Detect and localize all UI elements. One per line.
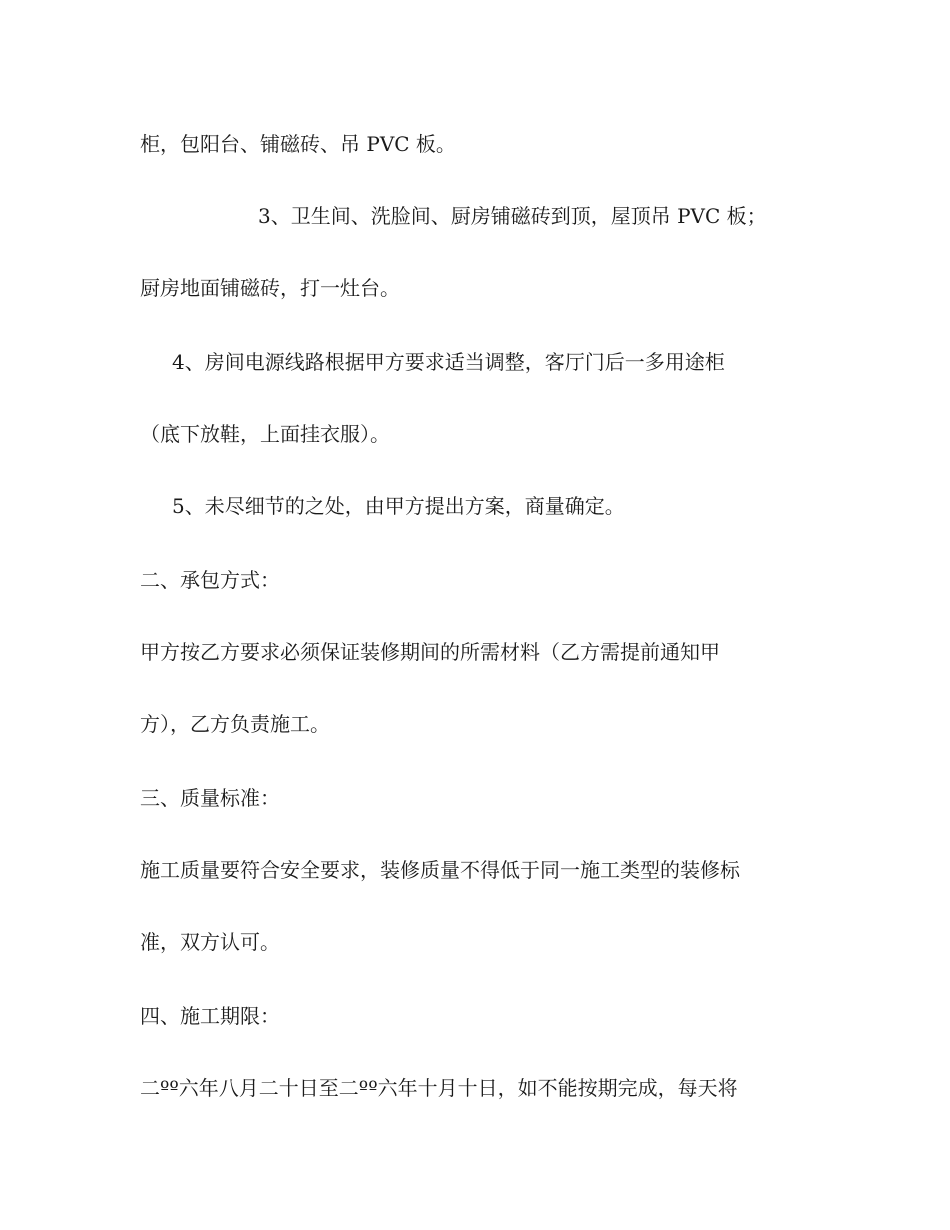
section-heading-4: 四、施工期限： [140,1004,280,1028]
text-line-2: 3、卫生间、洗脸间、厨房铺磁砖到顶，屋顶吊 PVC 板； [258,204,767,228]
text-line-6: 5、未尽细节的之处，由甲方提出方案，商量确定。 [172,494,625,518]
text-line-9: 方），乙方负责施工。 [140,712,330,736]
section-heading-3: 三、质量标准： [140,786,280,810]
text-line-11: 施工质量要符合安全要求，装修质量不得低于同一施工类型的装修标 [140,858,740,882]
text-line-5: （底下放鞋，上面挂衣服）。 [140,422,390,446]
text-line-4: 4、房间电源线路根据甲方要求适当调整，客厅门后一多用途柜 [172,350,725,374]
text-line-1: 柜，包阳台、铺磁砖、吊 PVC 板。 [140,132,456,156]
text-line-8: 甲方按乙方要求必须保证装修期间的所需材料（乙方需提前通知甲 [140,640,720,664]
section-heading-2: 二、承包方式： [140,568,280,592]
text-line-14: 二ºº六年八月二十日至二ºº六年十月十日，如不能按期完成，每天将 [140,1076,738,1100]
text-line-3: 厨房地面铺磁砖，打一灶台。 [140,276,400,300]
text-line-12: 准，双方认可。 [140,930,280,954]
